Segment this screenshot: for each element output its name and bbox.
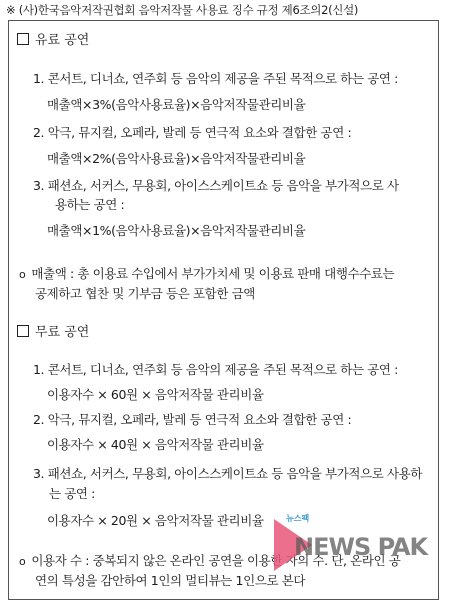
checkbox-square-icon (17, 325, 29, 337)
circle-bullet-icon: o (19, 268, 26, 281)
free-item-3-cont: 는 공연 : (49, 486, 95, 501)
paid-section-heading (17, 29, 89, 48)
checkbox-square-icon (17, 33, 29, 45)
paid-item-3-formula: 매출액×1%(음악사용료율)×음악저작물관리비율 (47, 223, 306, 238)
free-item-1-formula: 이용자수 × 60원 × 음악저작물 관리비율 (47, 387, 264, 402)
paid-note-cont: 공제하고 협찬 및 기부금 등은 포함한 금액 (35, 286, 255, 301)
paid-item-2-formula: 매출액×2%(음악사용료율)×음악저작물관리비율 (47, 151, 306, 166)
regulation-box (8, 20, 439, 600)
free-item-3-formula: 이용자수 × 20원 × 음악저작물 관리비율 (47, 513, 264, 528)
paid-item-1-formula: 매출액×3%(음악사용료율)×음악저작물관리비율 (47, 97, 306, 112)
paid-heading-text: 유료 공연 (35, 33, 90, 48)
free-item-2-formula: 이용자수 × 40원 × 음악저작물 관리비율 (47, 437, 264, 452)
paid-item-3-cont: 용하는 공연 : (55, 197, 125, 212)
paid-note: o 매출액 : 총 이용료 수입에서 부가가치세 및 이용료 판매 대행수수료는 (19, 266, 395, 281)
free-section-heading (17, 321, 89, 340)
free-item-2: 2. 악극, 뮤지컬, 오페라, 발레 등 연극적 요소와 결합한 공연 : (33, 412, 352, 427)
free-item-1: 1. 콘서트, 디너쇼, 연주회 등 음악의 제공을 주된 목적으로 하는 공연 : (33, 362, 398, 377)
newspak-watermark-logo: 뉴스팩 NEWS PAK (274, 513, 434, 593)
free-note: o 이용자 수 : 중복되지 않은 온라인 공연을 이용한 자의 수. 단, 온라인 공 (19, 553, 401, 568)
regulation-caption: ※ (사)한국음악저작권협회 음악저작물 사용료 징수 규정 제6조의2(신설) (6, 3, 359, 17)
free-note-cont: 연의 특성을 감안하여 1인의 멀티뷰는 1인으로 본다 (35, 573, 306, 588)
circle-bullet-icon: o (19, 555, 26, 568)
free-heading-text: 무료 공연 (35, 325, 90, 340)
paid-item-3: 3. 패션쇼, 서커스, 무용회, 아이스스케이트쇼 등 음악을 부가적으로 사 (33, 178, 399, 193)
paid-item-1: 1. 콘서트, 디너쇼, 연주회 등 음악의 제공을 주된 목적으로 하는 공연 : (33, 71, 398, 86)
free-item-3: 3. 패션쇼, 서커스, 무용회, 아이스스케이트쇼 등 음악을 부가적으로 사용하 (33, 466, 423, 481)
paid-item-2: 2. 악극, 뮤지컬, 오페라, 발레 등 연극적 요소와 결합한 공연 : (33, 125, 352, 140)
